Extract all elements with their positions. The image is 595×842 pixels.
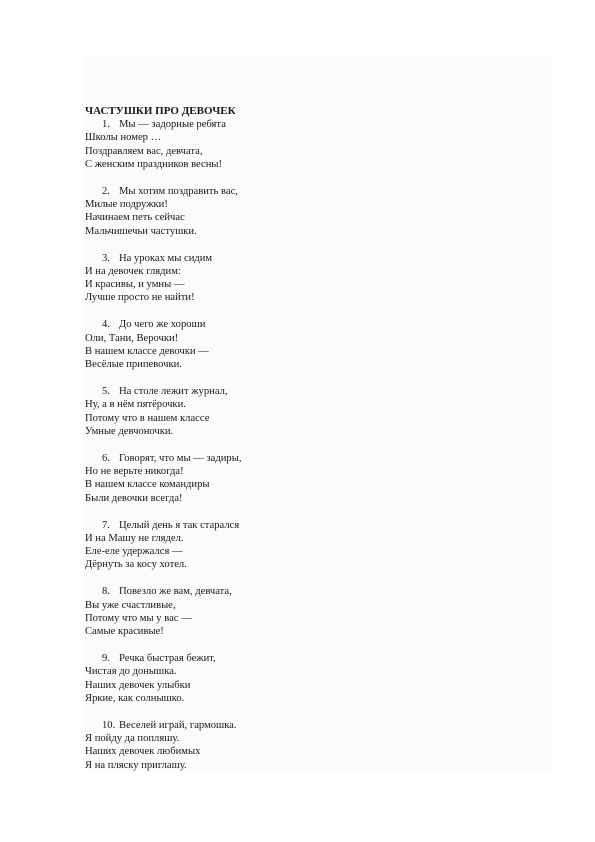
stanza-line: Мы — задорные ребята	[119, 119, 226, 131]
stanza-number: 2.	[102, 185, 110, 197]
stanza-2	[85, 185, 545, 238]
stanza-line: Я пойду да попляшу.	[85, 733, 180, 745]
stanza-first-line	[85, 652, 545, 665]
stanza-line: И на Машу не глядел.	[85, 532, 184, 544]
stanza-line: Начинаем петь сейчас	[85, 212, 185, 224]
stanza-8	[85, 585, 545, 638]
stanza-line: Умные девчоночки.	[85, 425, 174, 437]
stanza-line: Я на пляску приглашу.	[85, 759, 187, 771]
stanza-number: 8.	[102, 586, 110, 598]
stanza-line: В нашем классе девочки —	[85, 345, 209, 357]
stanza-line: Оли, Тани, Верочки!	[85, 332, 179, 344]
stanza-line: На уроках мы сидим	[119, 252, 213, 264]
stanza-line: Ну, а в нём пятёрочки.	[85, 399, 186, 411]
stanza-line: Целый день я так старался	[119, 519, 240, 531]
stanza-first-line	[85, 585, 545, 598]
stanza-first-line	[85, 318, 545, 331]
stanza-first-line	[85, 719, 545, 732]
stanza-first-line	[85, 185, 545, 198]
stanza-line: Самые красивые!	[85, 626, 164, 637]
stanza-number: 7.	[102, 519, 110, 531]
stanza-line: Весёлые припевочки.	[85, 359, 182, 370]
stanza-1	[85, 118, 545, 171]
stanza-first-line	[85, 385, 545, 398]
stanza-first-line	[85, 252, 545, 265]
stanza-line: Потому что в нашем классе	[85, 412, 210, 424]
stanza-line: Мы хотим поздравить вас,	[119, 185, 238, 197]
stanza-7	[85, 519, 545, 572]
stanza-line: Еле-еле удержался —	[85, 546, 183, 558]
stanza-line: Веселей играй, гармошка.	[119, 719, 237, 731]
stanza-line: Яркие, как солнышко.	[85, 692, 185, 704]
stanza-line: Мальчишечьи частушки.	[85, 225, 197, 237]
stanza-line: И на девочек глядим:	[85, 265, 181, 277]
stanza-first-line	[85, 452, 545, 465]
stanza-line: Повезло же вам, девчата,	[119, 586, 232, 598]
stanza-line: И красивы, и умны —	[85, 279, 185, 291]
stanza-line: Речка быстрая бежит,	[119, 653, 216, 665]
stanza-line: Чистая до донышка.	[85, 666, 177, 678]
stanza-line: Говорят, что мы — задиры,	[119, 452, 242, 464]
stanza-line: С женским праздников весны!	[85, 158, 223, 170]
stanza-number: 1.	[102, 119, 110, 131]
stanza-4	[85, 318, 545, 371]
document-body	[85, 105, 545, 786]
stanza-line: Наших девочек улыбки	[85, 679, 191, 691]
stanza-line: В нашем классе командиры	[85, 479, 210, 491]
stanza-line: Школы номер …	[85, 132, 162, 144]
stanza-first-line	[85, 519, 545, 532]
stanza-number: 9.	[102, 653, 110, 665]
stanza-number: 3.	[102, 252, 110, 264]
stanza-10	[85, 719, 545, 772]
stanza-line: Милые подружки!	[85, 199, 168, 211]
stanza-number: 4.	[102, 319, 110, 331]
stanza-number: 6.	[102, 452, 110, 464]
stanza-line: Поздравляем вас, девчата,	[85, 145, 203, 157]
stanza-line: Лучше просто не найти!	[85, 292, 195, 304]
stanza-number: 10.	[102, 719, 116, 731]
stanza-line: Наших девочек любимых	[85, 746, 201, 758]
stanza-line: Вы уже счастливые,	[85, 599, 176, 611]
stanza-line: Были девочки всегда!	[85, 492, 183, 504]
document-title: ЧАСТУШКИ ПРО ДЕВОЧЕК	[85, 105, 236, 117]
stanza-5	[85, 385, 545, 438]
stanza-3	[85, 252, 545, 305]
stanza-9	[85, 652, 545, 705]
stanza-line: Потому что мы у вас —	[85, 612, 192, 624]
stanza-line: До чего же хороши	[119, 319, 206, 331]
stanza-line: Но не верьте никогда!	[85, 466, 184, 478]
stanza-line: На столе лежит журнал,	[119, 386, 228, 398]
stanza-line: Дёрнуть за косу хотел.	[85, 559, 187, 571]
stanza-number: 5.	[102, 386, 110, 398]
stanza-6	[85, 452, 545, 505]
stanza-first-line	[85, 118, 545, 131]
